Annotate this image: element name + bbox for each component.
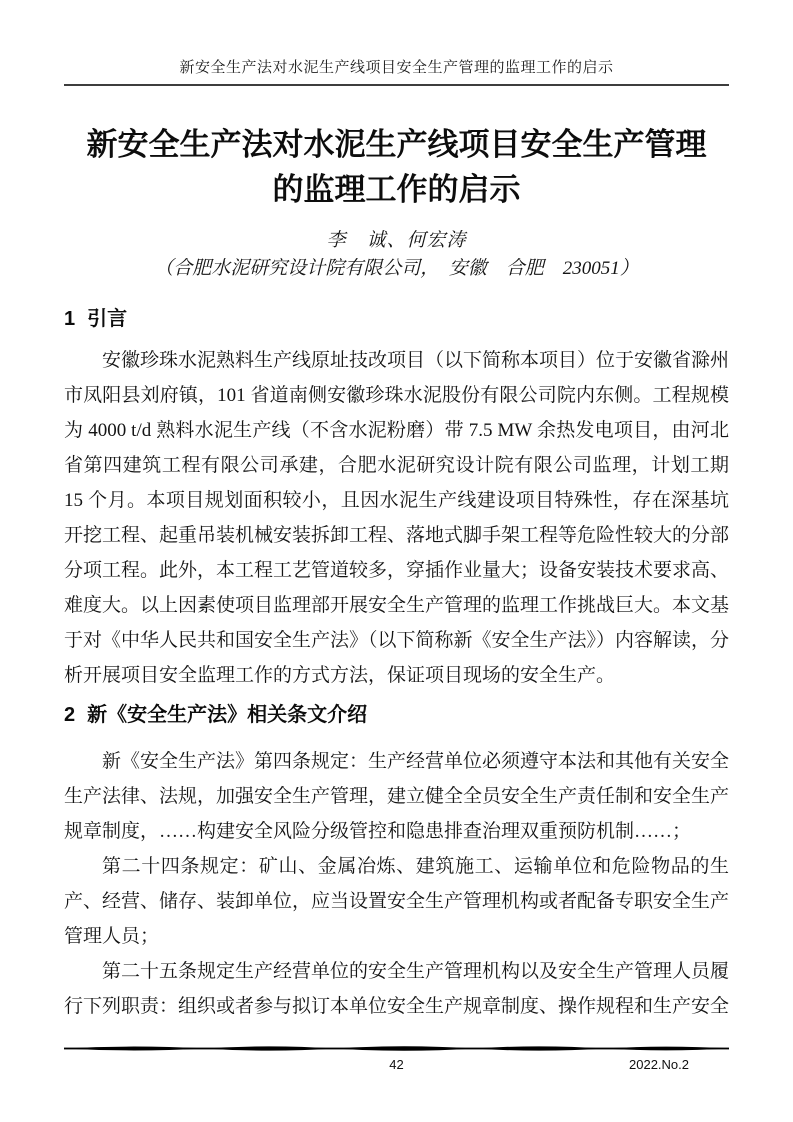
issue-number: 2022.No.2 xyxy=(629,1057,689,1072)
section-2-heading xyxy=(64,701,729,729)
paragraph: 新《安全生产法》第四条规定：生产经营单位必须遵守本法和其他有关安全生产法律、法规，加强安全生产管理，建立健全全员安全生产责任制和安全生产规章制度，……构建安全风险分级管控和隐患排查治理双重预防机制……； xyxy=(64,751,730,842)
section-1-number: 1 xyxy=(64,308,76,330)
article-title-line2: 的监理工作的启示 xyxy=(272,172,521,207)
page-footer xyxy=(64,1044,729,1074)
section-1-title: 引言 xyxy=(87,308,128,330)
section-2-title: 新《安全生产法》相关条文介绍 xyxy=(87,704,368,726)
footer-row xyxy=(64,1056,729,1074)
paragraph: 第二十四条规定：矿山、金属冶炼、建筑施工、运输单位和危险物品的生产、经营、储存、装卸单位，应当设置安全生产管理机构或者配备专职安全生产管理人员； xyxy=(64,856,730,947)
authors: 李 诚、何宏涛 xyxy=(326,230,467,251)
running-title: 新安全生产法对水泥生产线项目安全生产管理的监理工作的启示 xyxy=(179,60,614,76)
paragraph: 安徽珍珠水泥熟料生产线原址技改项目（以下简称本项目）位于安徽省滁州市凤阳县刘府镇，101 省道南侧安徽珍珠水泥股份有限公司院内东侧。工程规模为 4000 t/d 熟料水泥生产线（不含水泥粉磨）带 7.5 MW 余热发电项目，由河北省第四建筑工程有限公司承建，合肥水泥研究设计院有限公司监理，计划工期 15 个月。本项目规划面积较小，且因水泥生产线建设项目特殊性，存在深基坑开挖工程、起重吊装机械安装拆卸工程、落地式脚手架工程等危险性较大的分部分项工程。此外，本工程工艺管道较多，穿插作业量大；设备安装技术要求高、难度大。以上因素使项目监理部开展安全生产管理的监理工作挑战巨大。本文基于对《中华人民共和国安全生产法》（以下简称新《安全生产法》）内容解读，分析开展项目安全监理工作的方式方法，保证项目现场的安全生产。 xyxy=(64,350,730,686)
section-law-articles xyxy=(0,701,793,1024)
footer-rule xyxy=(64,1044,729,1053)
paragraph: 第二十五条规定生产经营单位的安全生产管理机构以及安全生产管理人员履行下列职责：组织或者参与拟订本单位安全生产规章制度、操作规程和生产安全 xyxy=(64,961,730,1017)
page-number: 42 xyxy=(389,1057,404,1072)
article-title xyxy=(64,122,729,212)
article-title-line1: 新安全生产法对水泥生产线项目安全生产管理 xyxy=(86,127,707,162)
affiliation: （合肥水泥研究设计院有限公司， 安徽 合肥 230051） xyxy=(154,258,639,279)
section-2-number: 2 xyxy=(64,704,76,726)
running-head xyxy=(64,0,729,86)
section-1-heading xyxy=(64,305,729,333)
section-introduction xyxy=(0,305,793,693)
